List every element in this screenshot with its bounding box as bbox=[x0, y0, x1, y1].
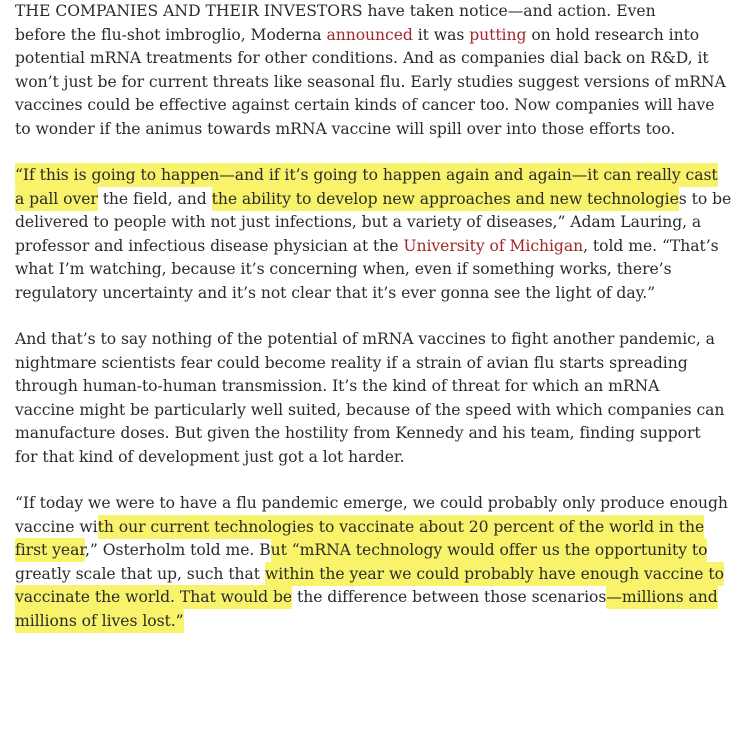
text-segment: THE COMPANIES AND THEIR INVESTORS have taken notice—and action. Even bbox=[15, 2, 656, 20]
text-line bbox=[15, 492, 743, 516]
text-segment: delivered to people with not just infections, but a variety of diseases,” Adam Lauring, a bbox=[15, 213, 702, 231]
text-segment: manufacture doses. But given the hostility from Kennedy and his team, finding support bbox=[15, 424, 701, 442]
text-segment: s to be bbox=[678, 189, 732, 208]
text-segment: the field, and bbox=[97, 189, 212, 208]
text-segment: nightmare scientists fear could become reality if a strain of avian flu starts spreading bbox=[15, 353, 688, 372]
text-segment: professor and infectious disease physician at the bbox=[15, 236, 404, 255]
text-line bbox=[15, 563, 743, 587]
text-line bbox=[15, 258, 743, 282]
text-segment: vaccines could be effective against certain kinds of cancer too. Now companies will have bbox=[15, 96, 715, 114]
highlighted-text: first year bbox=[15, 541, 86, 559]
text-line bbox=[15, 164, 743, 188]
text-segment: potential mRNA treatments for other conditions. And as companies dial back on R&D, it bbox=[15, 49, 709, 67]
text-line bbox=[15, 47, 743, 71]
text-line bbox=[15, 399, 743, 423]
text-line bbox=[15, 235, 743, 259]
text-line bbox=[15, 188, 743, 212]
text-segment: through human-to-human transmission. It’s the kind of threat for which an mRNA bbox=[15, 377, 660, 395]
text-segment: , told me. “That’s bbox=[583, 236, 719, 255]
highlighted-text: “If this is going to happen—and if it’s going to happen again and again—it can really cast bbox=[15, 166, 718, 184]
text-segment: vaccine wi bbox=[15, 517, 98, 536]
highlighted-text: millions of lives lost.” bbox=[15, 611, 184, 630]
university-of-michigan-link[interactable]: University of Michigan bbox=[403, 236, 584, 255]
highlighted-text: vaccinate the world. That would be bbox=[15, 588, 293, 606]
highlighted-text: —millions and bbox=[606, 588, 718, 606]
text-segment: “If today we were to have a flu pandemic emerge, we could probably only produce enough bbox=[15, 494, 728, 512]
text-line bbox=[15, 352, 743, 376]
text-line bbox=[15, 71, 743, 95]
text-segment: vaccine might be particularly well suited, because of the speed with which companies can bbox=[15, 400, 725, 419]
text-line bbox=[15, 516, 743, 540]
text-line bbox=[15, 94, 743, 118]
text-segment: greatly scale that up, such that bbox=[15, 564, 265, 583]
highlighted-text: within the year we could probably have enough vaccine to bbox=[264, 564, 724, 583]
text-segment: And that’s to say nothing of the potential of mRNA vaccines to fight another pandemic, a bbox=[15, 330, 715, 348]
highlighted-text: the ability to develop new approaches and new technologie bbox=[211, 189, 679, 208]
text-segment: for that kind of development just got a lot harder. bbox=[15, 447, 405, 466]
text-line bbox=[15, 539, 743, 563]
text-line bbox=[15, 24, 743, 48]
text-segment: on hold research into bbox=[526, 25, 700, 44]
text-line bbox=[15, 610, 743, 634]
text-line bbox=[15, 446, 743, 470]
putting-link[interactable]: putting bbox=[469, 25, 527, 44]
text-segment: before the flu-shot imbroglio, Moderna bbox=[15, 25, 327, 44]
highlighted-text: th our current technologies to vaccinate about 20 percent of the world in the bbox=[97, 517, 705, 536]
text-line bbox=[15, 375, 743, 399]
paragraph-pandemic bbox=[15, 328, 743, 469]
article-body bbox=[15, 0, 743, 656]
highlighted-text: a pall over bbox=[15, 189, 98, 208]
text-line bbox=[15, 282, 743, 306]
paragraph-companies bbox=[15, 0, 743, 141]
text-line bbox=[15, 328, 743, 352]
text-segment: won’t just be for current threats like seasonal flu. Early studies suggest versions of mRNA bbox=[15, 72, 726, 91]
text-segment: what I’m watching, because it’s concerning when, even if something works, there’s bbox=[15, 260, 672, 278]
text-line bbox=[15, 422, 743, 446]
highlighted-text: ut “mRNA technology would offer us the opportunity to bbox=[270, 541, 708, 559]
text-line bbox=[15, 586, 743, 610]
text-line bbox=[15, 211, 743, 235]
announced-link[interactable]: announced bbox=[326, 25, 413, 44]
paragraph-osterholm-quote bbox=[15, 492, 743, 633]
text-line bbox=[15, 118, 743, 142]
text-segment: the difference between those scenarios bbox=[292, 588, 607, 606]
text-segment: ,” Osterholm told me. B bbox=[85, 541, 271, 559]
text-segment: it was bbox=[412, 25, 470, 44]
text-segment: to wonder if the animus towards mRNA vaccine will spill over into those efforts too. bbox=[15, 119, 676, 138]
text-segment: regulatory uncertainty and it’s not clear that it’s ever gonna see the light of day.” bbox=[15, 283, 656, 302]
text-line bbox=[15, 0, 743, 24]
paragraph-lauring-quote bbox=[15, 164, 743, 305]
